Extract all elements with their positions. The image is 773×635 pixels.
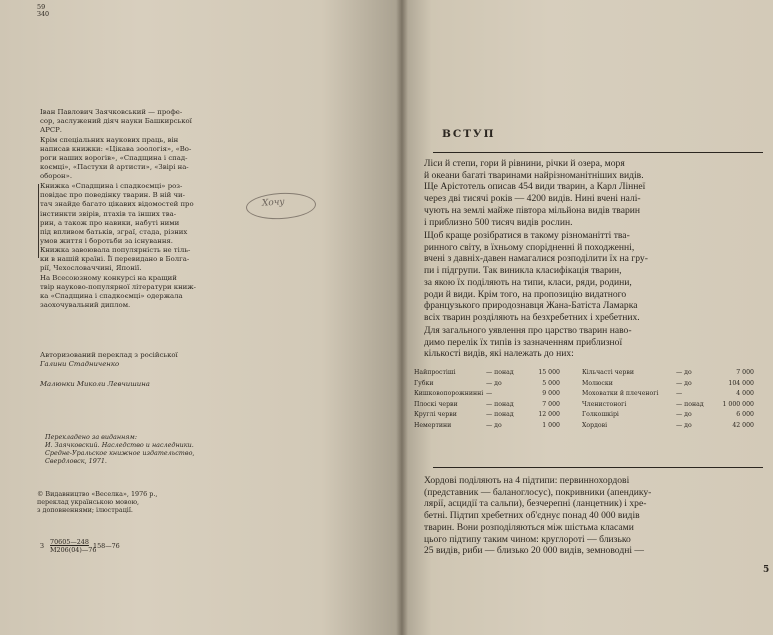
- count-qualifier: — до: [676, 411, 692, 418]
- paragraph-4: Хордові поділяють на 4 підтипи: первиннохордові (представник — баланоглосус), покривники (апендику- лярії, асцидії та сальпи), безчерепні (ланцетник) і хре- бетні. Підтип хребетних об'єднує понад 40 000 видів тварин. Вони розподіляються між шістьма класами цього підтипу таким чином: круглороті — близько 25 видів, риби — близько 20 000 видів, земноводні —: [424, 475, 652, 557]
- paragraph-1: Ліси й степи, гори й рівнини, річки й озера, моря й океани багаті тваринами найрізноманітніших видів. Ще Арістотель описав 454 види тварин, а Карл Ліннеї через дві тисячі років — 4200 видів. Нині вчені налі- чують на землі майже півтора мільйона видів тварин і приблизно 500 тисяч видів рослин.: [424, 158, 646, 228]
- count-qualifier: —: [486, 390, 493, 397]
- paragraph-2: Щоб краще розібратися в такому різноманітті тва- ринного світу, в їхньому спорідненні й походженні, вчені з давніх-давен намагалися розподілити їх на гру- пи і підгрупи. Так виникла класифікація тварин, за якою їх поділяють на типи, класи, ряди, родини, роди й види. Крім того, на пропозицію видатного французького природознавця Жана-Батіста Ламарка всіх тварин розділяють на безхребетних і хребетних.: [424, 230, 648, 323]
- count-qualifier: — до: [676, 421, 692, 429]
- taxon-name: Плоскі черви: [414, 400, 458, 408]
- count-qualifier: — понад: [486, 400, 514, 408]
- taxon-name: Хордові: [582, 421, 608, 429]
- chapter-heading: ВСТУП: [442, 128, 496, 140]
- illustrations-credit: Малюнки Миколи Левчишина: [40, 380, 150, 388]
- species-count: 5 000: [542, 379, 560, 387]
- taxon-name: Найпростіші: [414, 369, 456, 376]
- species-count: 7 000: [736, 369, 754, 376]
- pencil-bracket: [38, 184, 39, 258]
- species-count: 7 000: [542, 400, 560, 408]
- taxon-name: Молюски: [582, 379, 613, 387]
- taxon-name: Кільчасті черви: [582, 369, 635, 376]
- paragraph-3: Для загального уявлення про царство тварин наво- димо перелік їх типів із зазначенням приблизної кількості видів, які належать до них:: [424, 325, 632, 360]
- count-qualifier: — до: [676, 379, 692, 387]
- species-count: 1 000 000: [722, 400, 754, 408]
- species-count: 9 000: [542, 390, 560, 397]
- species-count: 15 000: [538, 369, 560, 376]
- heading-rule: [433, 152, 763, 153]
- taxon-name: Кишковопорожнинні: [414, 390, 484, 397]
- taxon-name: Моховатки й плеченогі: [582, 390, 659, 397]
- source-edition: Перекладено за виданням: И. Заячковский. Наследство и наследники. Средне-Уральское книжное издательство, Свердловск, 1971.: [45, 433, 195, 465]
- species-count: 6 000: [736, 411, 754, 418]
- taxon-name: Голкошкірі: [582, 411, 619, 418]
- author-bio: Іван Павлович Заячковський — профе- сор, заслужений діяч науки Башкирської АРСР. Крім спеціальних наукових праць, він написав книжки: «Цікава зоологія», «Во- роги наших ворогів», «Спадщина і спад- коємці», «Пастухи й артисти», «Звірі на- оборон».: [40, 108, 192, 181]
- popularity-note: Книжка завоювала популярність не тіль- ки в нашій країні. Її перевидано в Болга- рії, Чехословаччині, Японії. На Всесоюзному конкурсі на кращий твір науково-популярної літератури книж- ка «Спадщина і спадкоємці» одержала заохочувальний диплом.: [40, 246, 196, 310]
- pencil-note: Хочу: [261, 197, 285, 209]
- taxon-name: Губки: [414, 379, 434, 387]
- species-count: 104 000: [728, 379, 754, 387]
- book-description: Книжка «Спадщина і спадкоємці» роз- повідає про поведінку тварин. В ній чи- тач знайде багато цікавих відомостей про інстинкти звірів, птахів та інших тва- рин, а також про навики, набуті ними під впливом батьків, зграї, стада, різних умов життя і боротьби за існування.: [40, 182, 194, 246]
- taxon-name: Немертини: [414, 421, 452, 429]
- catalog-index: З40: [37, 10, 50, 18]
- table-rule: [433, 467, 763, 468]
- catalog-number: 59: [37, 3, 46, 11]
- translation-credit: Авторизований переклад з російської Галини Стадниченко: [40, 351, 178, 369]
- species-count: 1 000: [542, 421, 560, 429]
- count-qualifier: — до: [676, 369, 692, 376]
- species-count: 4 000: [736, 390, 754, 397]
- species-count: 12 000: [538, 411, 560, 418]
- count-qualifier: — понад: [486, 369, 514, 376]
- taxon-name: Членистоногі: [582, 400, 627, 408]
- count-qualifier: —: [676, 390, 683, 397]
- count-qualifier: — понад: [486, 411, 514, 418]
- count-qualifier: — до: [486, 421, 502, 429]
- taxon-name: Круглі черви: [414, 411, 457, 418]
- page-number: 5: [763, 565, 770, 575]
- left-page: 59 З40 Іван Павлович Заячковський — профе- сор, заслужений діяч науки Башкирської АРСР. Крім спеціальних наукових праць, він написав книжки: «Цікава зоологія», «Во- роги наших ворогів», «Спадщина і спад- коємці», «Пастухи й артисти», «Звірі на- оборон». Книжка «Спадщина і спадкоємці» роз- повідає про поведінку тварин. В ній чи- тач знайде багато цікавих відомостей про інстинкти звірів, птахів та інших тва- рин, а також про навики, набуті ними під впливом батьків, зграї, стада, різних умов життя і боротьби за існування. Хочу Книжка завоювала популярність не тіль- ки в нашій країні. Її перевидано в Болга- рії, Чехословаччині, Японії. На Всесоюзному конкурсі на кращий твір науково-популярної літератури книж- ка «Спадщина і спадкоємці» одержала заохочувальний диплом. Авторизований переклад з російської Галини Стадниченко Малюнки Миколи Левчишина Перекладено за виданням: И. Заячковский. Наследство и наследники. Средне-Уральское книжное издательство, Свердловск, 1971. © Видавництво «Веселка», 1976 р., переклад українською мовою, з доповненнями; ілюстрації. З 70605—248 М206(04)—76 158—76: [0, 0, 402, 635]
- book-gutter: [396, 0, 408, 635]
- count-qualifier: — понад: [676, 400, 704, 408]
- species-count: 42 000: [732, 421, 754, 429]
- right-page: [402, 0, 773, 635]
- copyright: © Видавництво «Веселка», 1976 р., переклад українською мовою, з доповненнями; ілюстрації.: [37, 490, 158, 514]
- count-qualifier: — до: [486, 379, 502, 387]
